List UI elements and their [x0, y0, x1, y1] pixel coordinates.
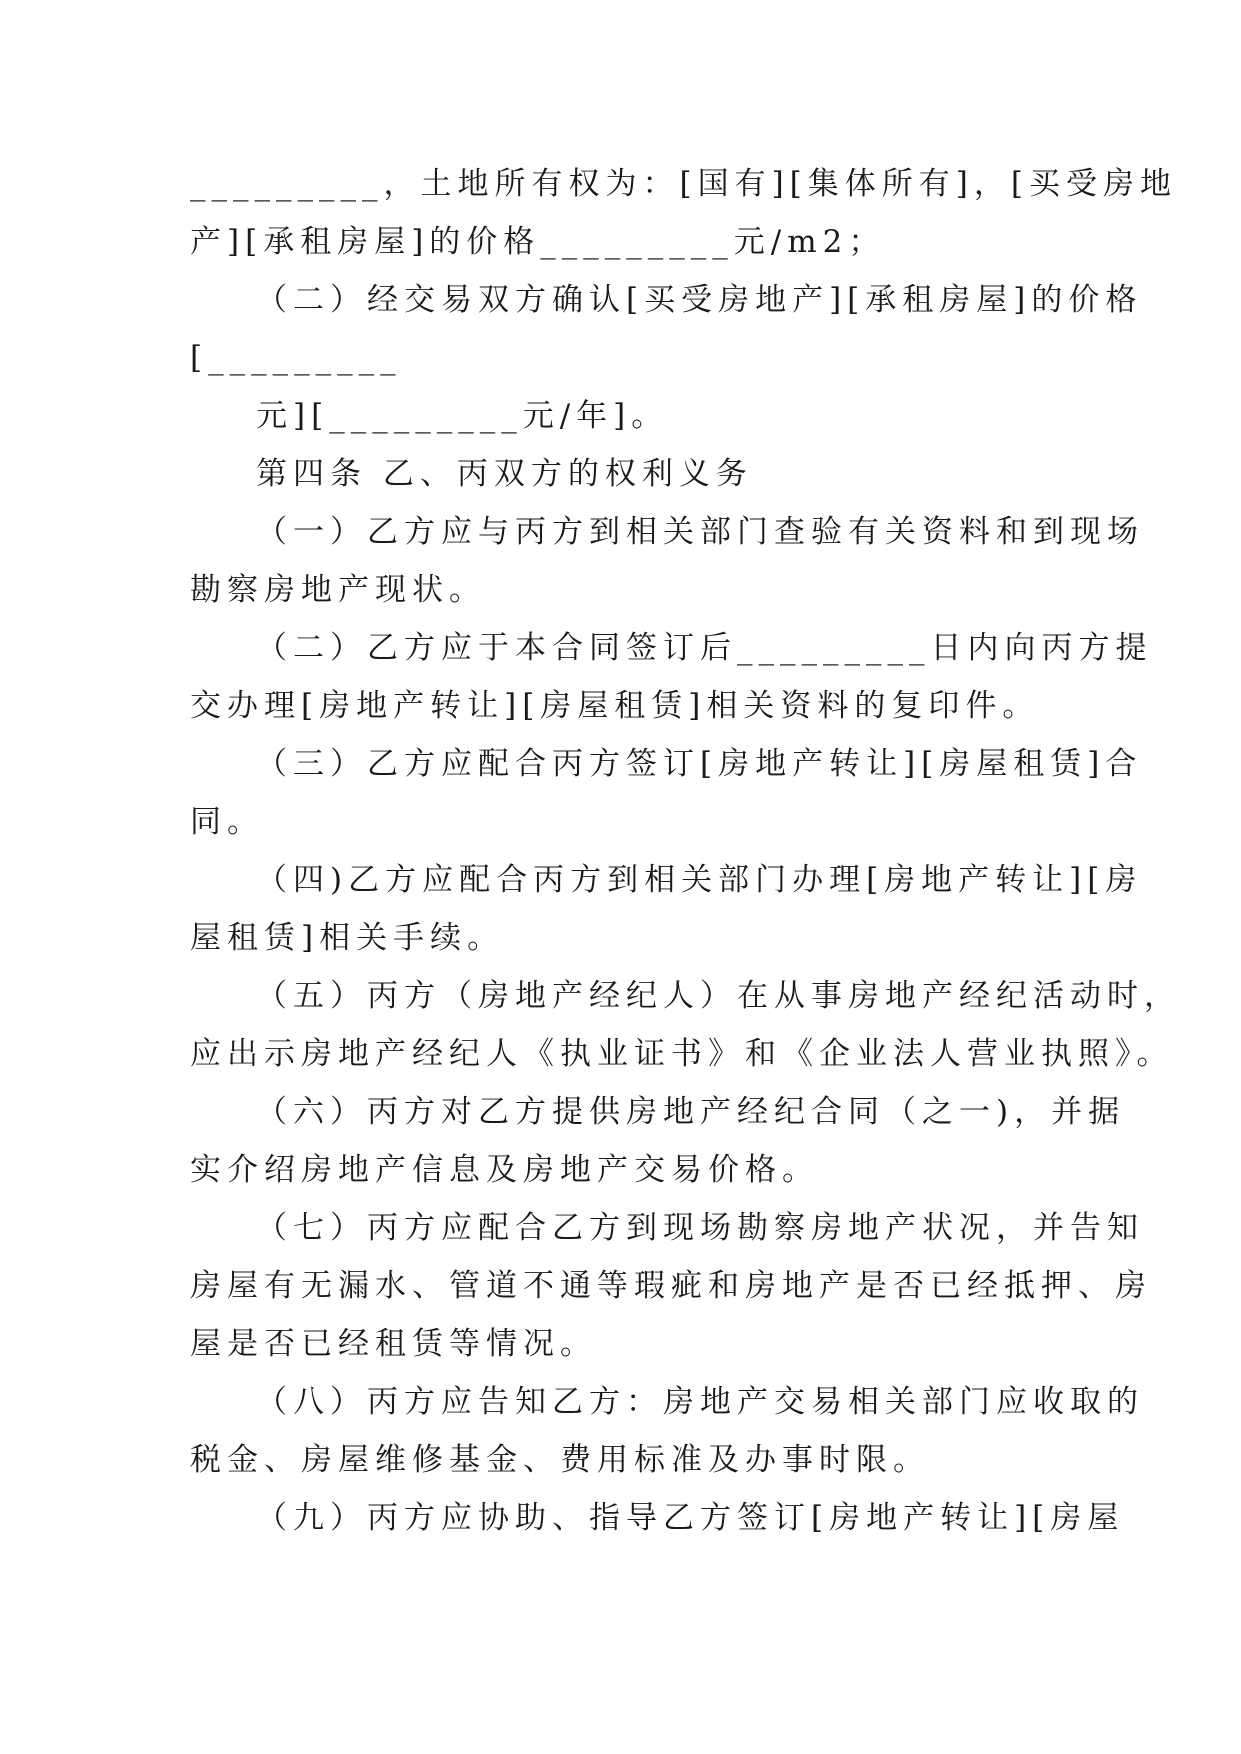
- text-line: 屋租赁]相关手续。: [190, 920, 505, 956]
- text-line: （八）丙方应告知乙方：房地产交易相关部门应收取的: [256, 1384, 1144, 1420]
- text-line: （七）丙方应配合乙方到现场勘察房地产状况，并告知: [256, 1210, 1144, 1246]
- text-line: （五）丙方（房地产经纪人）在从事房地产经纪活动时，: [256, 978, 1181, 1014]
- text-line: 勘察房地产现状。: [190, 572, 486, 608]
- text-line: （二）经交易双方确认[买受房地产][承租房屋]的价格: [256, 282, 1143, 318]
- text-line: 税金、房屋维修基金、费用标准及办事时限。: [190, 1442, 930, 1478]
- text-line: 实介绍房地产信息及房地产交易价格。: [190, 1152, 819, 1188]
- text-line: [_________: [190, 340, 402, 376]
- text-line: 房屋有无漏水、管道不通等瑕疵和房地产是否已经抵押、房: [190, 1268, 1152, 1304]
- text-line: （四)乙方应配合丙方到相关部门办理[房地产转让][房: [256, 862, 1143, 898]
- text-line: （九）丙方应协助、指导乙方签订[房地产转让][房屋: [256, 1500, 1125, 1536]
- text-line: 交办理[房地产转让][房屋租赁]相关资料的复印件。: [190, 688, 1040, 724]
- text-line: 应出示房地产经纪人《执业证书》和《企业法人营业执照》。: [190, 1036, 1174, 1072]
- text-line: 同。: [190, 804, 264, 840]
- section-heading: 第四条 乙、丙双方的权利义务: [256, 456, 753, 492]
- text-line: （一）乙方应与丙方到相关部门查验有关资料和到现场: [256, 514, 1144, 550]
- text-line: （三）乙方应配合丙方签订[房地产转让][房屋租赁]合: [256, 746, 1143, 782]
- text-line: 产][承租房屋]的价格_________元/m2；: [190, 224, 886, 260]
- text-line: 屋是否已经租赁等情况。: [190, 1326, 597, 1362]
- text-line: （六）丙方对乙方提供房地产经纪合同（之一)，并据: [256, 1094, 1126, 1130]
- text-line: _________，土地所有权为：[国有][集体所有]，[买受房地: [190, 166, 1177, 202]
- text-line: （二）乙方应于本合同签订后_________日内向丙方提: [256, 630, 1153, 666]
- text-line: 元][_________元/年]。: [256, 398, 669, 434]
